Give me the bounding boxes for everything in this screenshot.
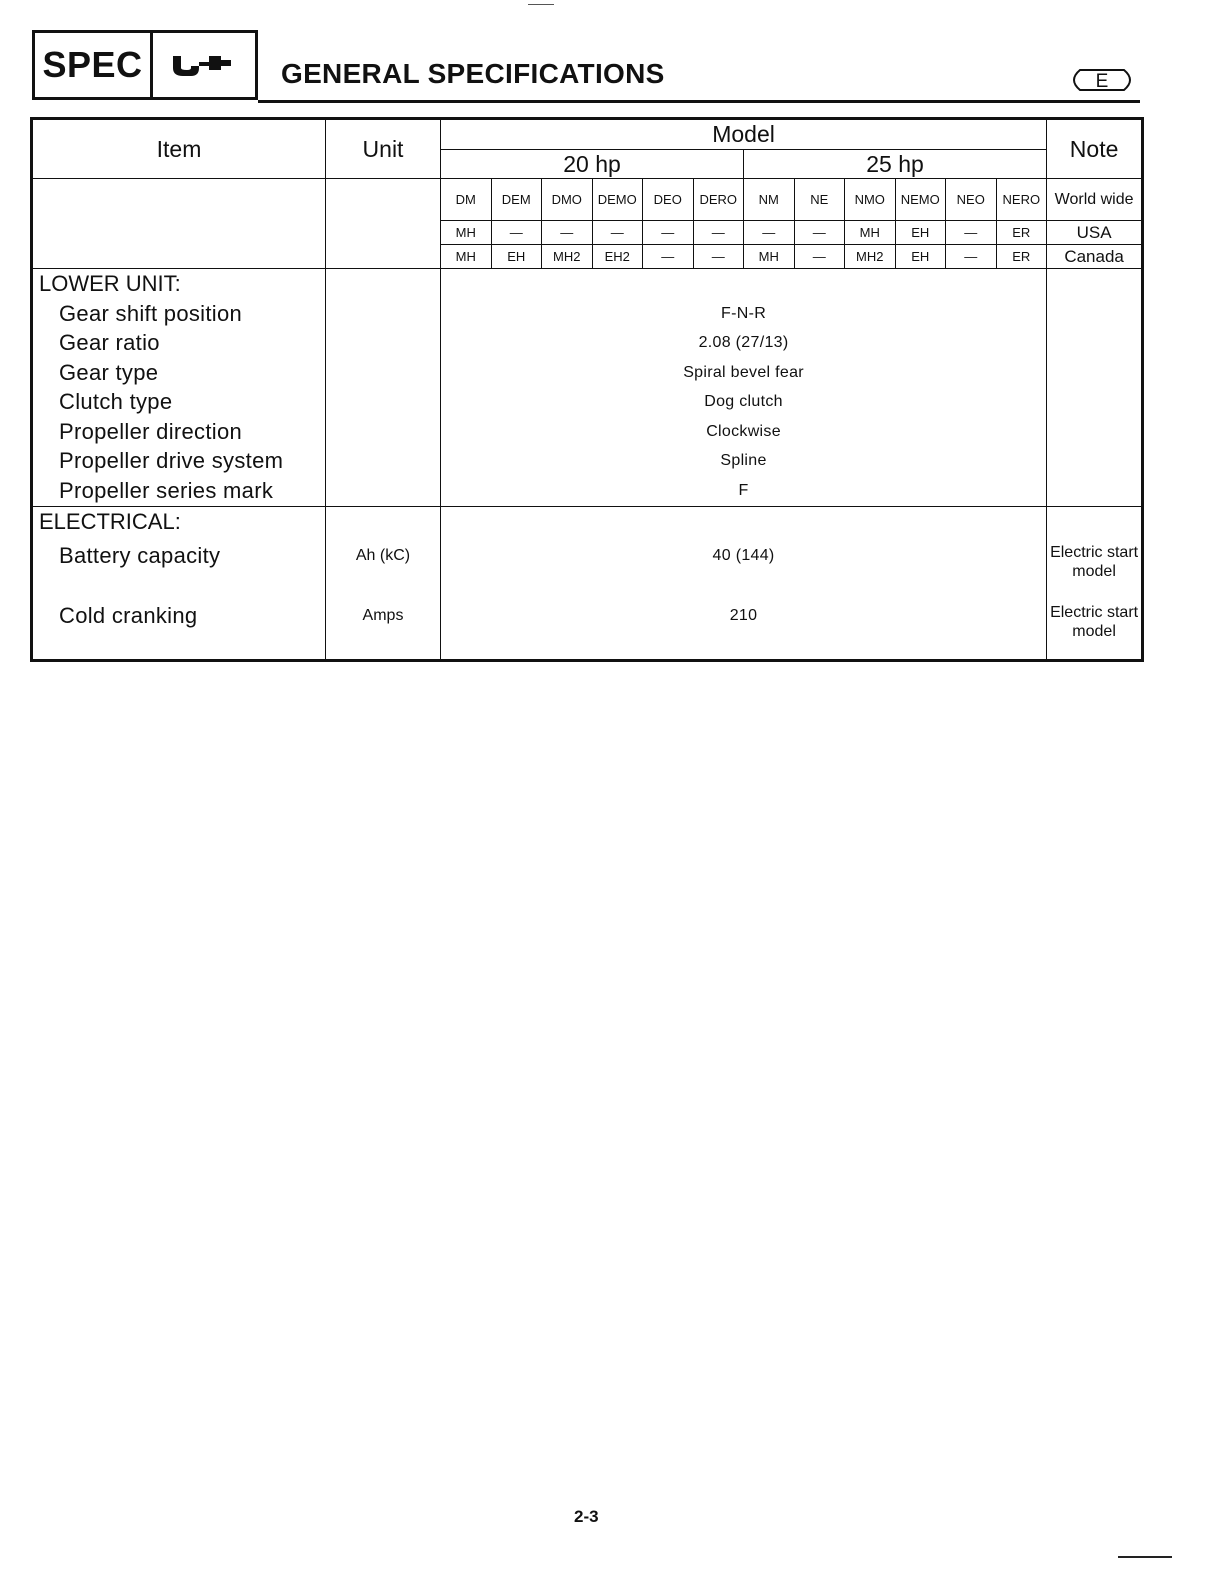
header-note: Note <box>1047 119 1143 179</box>
spec-item-note: Electric start model <box>1047 599 1143 661</box>
canada-code: EH <box>895 245 946 269</box>
usa-code: ER <box>996 221 1047 245</box>
spec-item-label: Gear type <box>32 358 326 388</box>
model-code: DEM <box>491 179 542 221</box>
model-code: DM <box>441 179 492 221</box>
header-unit: Unit <box>326 119 441 179</box>
spec-item-value: Dog clutch <box>441 388 1047 418</box>
electrical-unit-spacer <box>326 506 441 537</box>
specifications-table <box>30 117 1144 662</box>
spec-item-value: 2.08 (27/13) <box>441 329 1047 359</box>
spec-item-label: Gear ratio <box>32 329 326 359</box>
electrical-value-spacer <box>441 506 1047 537</box>
bottom-margin-mark <box>1118 1556 1172 1558</box>
spec-item-value: Clockwise <box>441 417 1047 447</box>
spec-item-label: Gear shift position <box>32 299 326 329</box>
model-code: NMO <box>845 179 896 221</box>
spec-item-note: Electric start model <box>1047 537 1143 599</box>
model-code: NEMO <box>895 179 946 221</box>
canada-code: EH <box>491 245 542 269</box>
spec-item-unit: Amps <box>326 599 441 661</box>
spec-item-label: Propeller direction <box>32 417 326 447</box>
page-number: 2-3 <box>574 1507 599 1526</box>
canada-code: EH2 <box>592 245 643 269</box>
model-code: NM <box>744 179 795 221</box>
usa-code: — <box>693 221 744 245</box>
spec-item-value: F-N-R <box>441 299 1047 329</box>
lower-unit-value-spacer <box>441 269 1047 300</box>
canada-code: ER <box>996 245 1047 269</box>
usa-code: — <box>946 221 997 245</box>
canada-code: — <box>643 245 694 269</box>
spec-item-label: Propeller drive system <box>32 447 326 477</box>
usa-code: — <box>542 221 593 245</box>
spec-item-label: Battery capacity <box>32 537 326 599</box>
model-rows-unit-blank <box>326 179 441 269</box>
note-usa: USA <box>1047 221 1143 245</box>
section-lower-unit: LOWER UNIT: <box>32 269 326 300</box>
spec-label: SPEC <box>35 33 153 97</box>
spec-section-box <box>32 30 258 100</box>
model-code: DERO <box>693 179 744 221</box>
usa-code: — <box>592 221 643 245</box>
language-badge <box>1066 68 1138 92</box>
model-rows-item-blank <box>32 179 326 269</box>
header-model: Model <box>441 119 1047 150</box>
spec-item-unit: Ah (kC) <box>326 537 441 599</box>
canada-code: — <box>946 245 997 269</box>
model-code: DMO <box>542 179 593 221</box>
model-code: DEMO <box>592 179 643 221</box>
note-canada: Canada <box>1047 245 1143 269</box>
model-code: NEO <box>946 179 997 221</box>
top-margin-mark <box>528 4 554 5</box>
electrical-note-spacer <box>1047 506 1143 537</box>
header-item: Item <box>32 119 326 179</box>
section-electrical: ELECTRICAL: <box>32 506 326 537</box>
usa-code: EH <box>895 221 946 245</box>
model-code: NERO <box>996 179 1047 221</box>
canada-code: MH2 <box>542 245 593 269</box>
canada-code: — <box>693 245 744 269</box>
header-rule <box>258 100 1140 103</box>
canada-code: — <box>794 245 845 269</box>
usa-code: MH <box>845 221 896 245</box>
lower-unit-note-column <box>1047 269 1143 507</box>
usa-code: — <box>643 221 694 245</box>
lower-unit-unit-column <box>326 269 441 507</box>
model-code: DEO <box>643 179 694 221</box>
usa-code: — <box>794 221 845 245</box>
spec-item-value: 210 <box>441 599 1047 661</box>
canada-code: MH <box>744 245 795 269</box>
outboard-lower-unit-icon <box>153 33 255 97</box>
header-25hp: 25 hp <box>744 150 1047 179</box>
canada-code: MH2 <box>845 245 896 269</box>
canada-code: MH <box>441 245 492 269</box>
usa-code: — <box>744 221 795 245</box>
usa-code: MH <box>441 221 492 245</box>
spec-item-value: Spline <box>441 447 1047 477</box>
note-world-wide: World wide <box>1047 179 1143 221</box>
spec-item-label: Cold cranking <box>32 599 326 661</box>
language-badge-text: E <box>1095 71 1109 92</box>
spec-item-label: Clutch type <box>32 388 326 418</box>
model-code: NE <box>794 179 845 221</box>
spec-item-value: 40 (144) <box>441 537 1047 599</box>
spec-item-value: Spiral bevel fear <box>441 358 1047 388</box>
header-20hp: 20 hp <box>441 150 744 179</box>
spec-item-value: F <box>441 476 1047 506</box>
usa-code: — <box>491 221 542 245</box>
spec-item-label: Propeller series mark <box>32 476 326 506</box>
page-title: GENERAL SPECIFICATIONS <box>281 58 665 89</box>
